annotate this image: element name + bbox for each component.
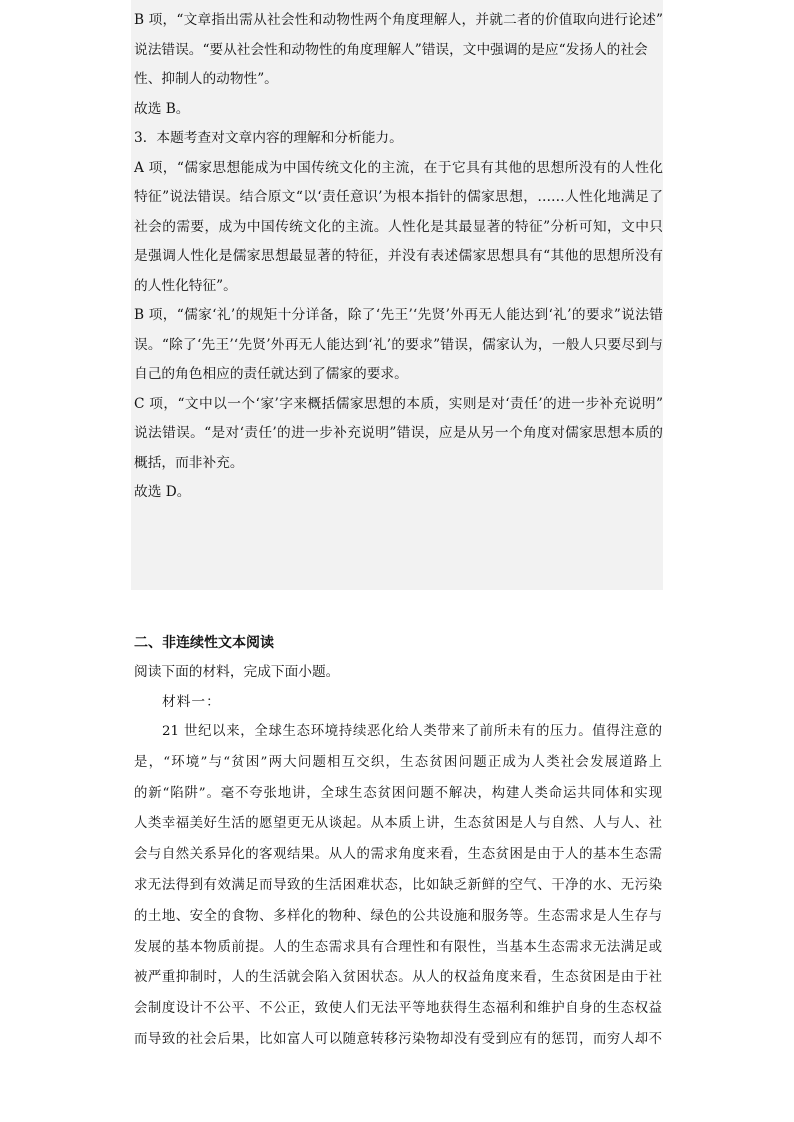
section-instruction: 阅读下面的材料，完成下面小题。 (134, 664, 340, 680)
answer-line: A 项，“儒家思想能成为中国传统文化的主流，在于它具有其他的思想所没有的人性化 (134, 159, 663, 176)
answer-line: 概括，而非补充。 (134, 454, 244, 471)
answer-line: 自己的角色相应的责任就达到了儒家的要求。 (134, 366, 408, 382)
answer-line: 故选 D。 (134, 484, 191, 500)
body-line: 人类幸福美好生活的愿望更无从谈起。从本质上讲，生态贫困是人与自然、人与人、社 (134, 816, 662, 832)
answer-line: C 项，“文中以一个‘家’字来概括儒家思想的本质，实则是对‘责任’的进一步补充说明” (134, 395, 663, 412)
body-line: 被严重抑制时，人的生活就会陷入贫困状态。从人的权益角度来看，生态贫困是由于社 (134, 970, 662, 986)
body-line: 会制度设计不公平、不公正，致使人们无法平等地获得生态福利和维护自身的生态权益 (134, 1001, 662, 1017)
body-line: 而导致的社会后果，比如富人可以随意转移污染物却没有受到应有的惩罚，而穷人却不 (134, 1031, 662, 1047)
answer-line: 特征”说法错误。结合原文“以‘责任意识’为根本指针的儒家思想，……人性化地满足了 (134, 189, 663, 205)
answer-line: B 项，“儒家‘礼’的规矩十分详备，除了‘先王’‘先贤’外再无人能达到‘礼’的要求”说法错 (134, 307, 663, 323)
answer-line: 社会的需要，成为中国传统文化的主流。人性化是其最显著的特征”分析可知，文中只 (134, 218, 663, 235)
answer-line: 3．本题考查对文章内容的理解和分析能力。 (134, 130, 403, 146)
answer-line: 性、抑制人的动物性”。 (134, 71, 278, 87)
body-line: 21 世纪以来，全球生态环境持续恶化给人类带来了前所未有的压力。值得注意的 (162, 724, 662, 739)
answer-line: 误。“除了‘先王’‘先贤’外再无人能达到‘礼’的要求”错误，儒家认为，一般人只要尽到与 (134, 336, 663, 353)
answer-line: 的人性化特征”。 (134, 277, 237, 294)
answer-line: 是强调人性化是儒家思想最显著的特征，并没有表述儒家思想具有“其他的思想所没有 (134, 248, 663, 264)
answer-line: 说法错误。“要从社会性和动物性的角度理解人”错误，文中强调的是应“发扬人的社会 (134, 41, 648, 58)
body-line: 的新“陷阱”。毫不夸张地讲，全球生态贫困问题不解决，构建人类命运共同体和实现 (134, 785, 662, 801)
body-line: 会与自然关系异化的客观结果。从人的需求角度来看，生态贫困是由于人的基本生态需 (134, 847, 662, 863)
non-continuous-text-section (134, 628, 662, 1056)
section-title: 二、非连续性文本阅读 (134, 635, 274, 651)
answer-analysis-box (131, 0, 663, 590)
body-line: 的土地、安全的食物、多样化的物种、绿色的公共设施和服务等。生态需求是人生存与 (134, 908, 662, 924)
body-line: 发展的基本物质前提。人的生态需求具有合理性和有限性，当基本生态需求无法满足或 (134, 939, 662, 955)
material-body (134, 717, 662, 1056)
answer-line: B 项，“文章指出需从社会性和动物性两个角度理解人，并就二者的价值取向进行论述” (134, 12, 663, 28)
body-line: 是，“环境”与“贫困”两大问题相互交织，生态贫困问题正成为人类社会发展道路上 (134, 754, 662, 770)
answer-line: 说法错误。“是对‘责任’的进一步补充说明”错误，应是从另一个角度对儒家思想本质的 (134, 425, 663, 441)
answer-line: 故选 B。 (134, 100, 190, 117)
body-line: 求无法得到有效满足而导致的生活困难状态，比如缺乏新鲜的空气、干净的水、无污染 (134, 877, 662, 893)
material-label: 材料一： (162, 694, 221, 710)
